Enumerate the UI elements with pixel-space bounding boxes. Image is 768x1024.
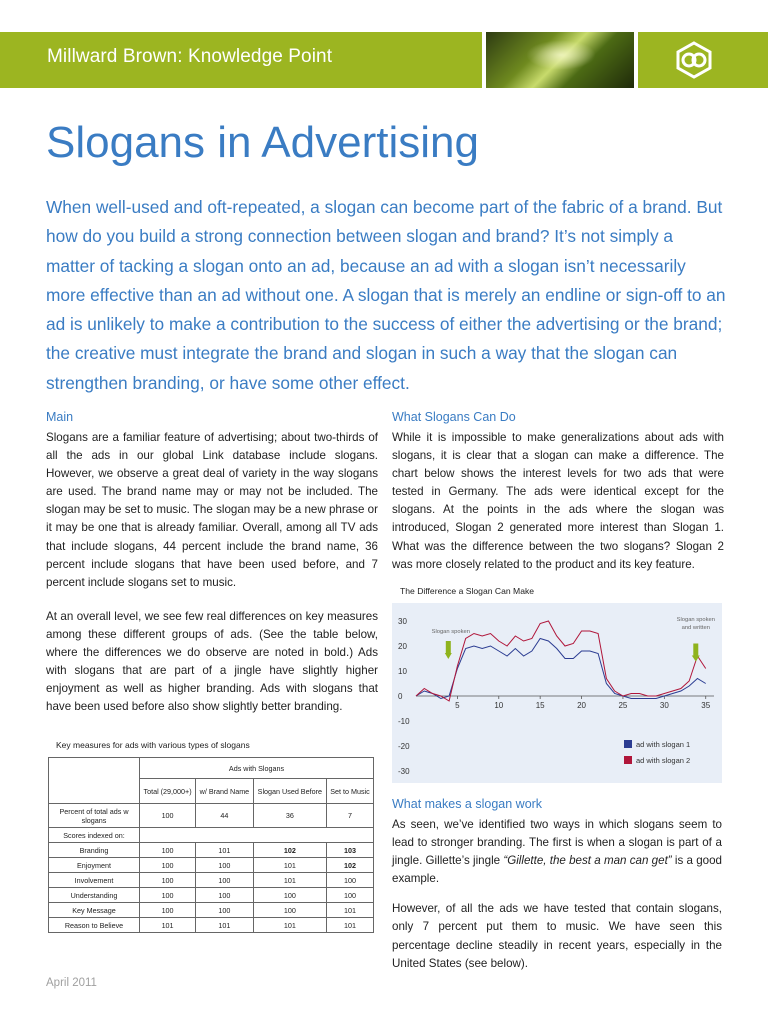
table-row-label: Understanding [49, 888, 140, 903]
table-col-header: Total (29,000+) [140, 779, 196, 804]
table-row [49, 903, 374, 918]
brand-title [47, 46, 332, 68]
table-row-label: Percent of total ads w slogans [49, 804, 140, 828]
right-paragraph-1: While it is impossible to make generalizations about ads with slogans, it is clear that a slogan can make a difference. The chart below shows the interest levels for two ads that were tested in Germany. The ads were identical except for the slogans. At the points in the ads where the slogan was introduced, Slogan 2 generated more interest than Slogan 1. What was the difference between the two slogans? Slogan 2 was more closely related to the product and its key feature. [392, 431, 724, 571]
table-row [49, 858, 374, 873]
x-tick-label: 10 [494, 701, 504, 710]
gillette-quote: “Gillette, the best a man can get” [503, 854, 672, 868]
table-col-header: Slogan Used Before [253, 779, 326, 804]
table-cell: 100 [140, 804, 196, 828]
table-cell: 100 [326, 888, 373, 903]
main-paragraph-2: At an overall level, we see few real differences on key measures among these different groups of ads. (See the table below, where the differences we do observe are noted in bold.) Ads with slogans that are part of a jingle have slightly higher enjoyment as well as higher branding. Ads with slogans that have been used before also show slightly better branding. [46, 609, 378, 714]
table-cell: 100 [326, 873, 373, 888]
table-cell: 7 [326, 804, 373, 828]
table-empty-span [140, 828, 374, 843]
y-tick-label: 10 [398, 667, 407, 676]
page-title: Slogans in Advertising [46, 118, 479, 167]
x-tick-label: 35 [701, 701, 711, 710]
y-tick-label: -10 [398, 717, 410, 726]
right-paragraph-2 [392, 816, 722, 888]
table-caption: Key measures for ads with various types of slogans [56, 740, 250, 750]
right-p2-post: is a good example. [392, 854, 722, 886]
y-tick-label: -30 [398, 767, 410, 776]
table-cell: 100 [140, 888, 196, 903]
table-cell: 100 [140, 858, 196, 873]
table-cell-bold: 103 [326, 843, 373, 858]
header-banner [0, 32, 768, 88]
table-row-label: Key Message [49, 903, 140, 918]
table-cell: 101 [196, 918, 254, 933]
header-bar [0, 32, 482, 88]
x-tick-label: 15 [535, 701, 545, 710]
brand-bold: Knowledge Point [187, 46, 333, 67]
right-column [392, 410, 724, 574]
table-cell: 101 [326, 918, 373, 933]
table-row [49, 888, 374, 903]
table-cell: 101 [253, 873, 326, 888]
legend-label: ad with slogan 2 [636, 756, 691, 765]
table-group-header: Ads with Slogans [140, 758, 374, 779]
table-row [49, 918, 374, 933]
main-paragraph-1: Slogans are a familiar feature of advertising; about two-thirds of all the ads in our global Link database include slogans. However, we observe a great deal of variety in the way slogans are used. The brand name may or may not be included. The slogan may be set to music. The slogan may be a new phrase or it may be one that is already familiar. Overall, among all TV ads that include slogans, 44 percent include the brand name, 36 percent include slogans that have been used before, and 7 percent include slogans set to music. [46, 431, 378, 589]
key-measures-table [48, 757, 374, 933]
table-row-label: Branding [49, 843, 140, 858]
right-paragraph-3: However, of all the ads we have tested that contain slogans, only 7 percent put them to music. We have seen this percentage decline steadily in recent years, especially in the United States (see below). [392, 902, 722, 970]
legend-swatch [624, 756, 632, 764]
chart-title: The Difference a Slogan Can Make [400, 586, 535, 596]
y-tick-label: 20 [398, 642, 407, 651]
table-cell: 101 [326, 903, 373, 918]
annotation-slogan-spoken: Slogan spoken [431, 628, 470, 635]
millward-brown-logo-icon [674, 40, 714, 80]
table-cell: 100 [140, 873, 196, 888]
table-cell: 100 [253, 903, 326, 918]
annotation-marker-2 [693, 644, 698, 656]
table-cell: 100 [140, 843, 196, 858]
table-row-label: Involvement [49, 873, 140, 888]
table-scores-label: Scores indexed on: [49, 828, 140, 843]
table-row-label: Enjoyment [49, 858, 140, 873]
x-tick-label: 30 [659, 701, 669, 710]
table-cell: 101 [253, 858, 326, 873]
annotation-marker-1 [446, 641, 451, 653]
table-col-header: w/ Brand Name [196, 779, 254, 804]
header-photo [486, 32, 634, 88]
y-tick-label: 30 [398, 617, 407, 626]
table-col-header: Set to Music [326, 779, 373, 804]
intro-paragraph: When well-used and oft-repeated, a slogan can become part of the fabric of a brand. But how do you build a strong connection between slogan and brand? It’s not simply a matter of tacking a slogan onto an ad, because an ad with a slogan isn’t necessarily more effective than an ad without one. A slogan that is merely an endline or sign-off to an ad is unlikely to make a contribution to the success of either the advertising or the brand; the creative must integrate the brand and slogan in such a way that the slogan can strengthen branding, or have some other effect. [46, 197, 726, 393]
annotation-slogan-spoken-written-2: and written [681, 624, 710, 631]
table-cell: 100 [196, 873, 254, 888]
table-cell: 44 [196, 804, 254, 828]
section-heading-what-slogans-can-do: What Slogans Can Do [392, 410, 516, 424]
legend-swatch [624, 740, 632, 748]
left-column [46, 410, 378, 716]
section-heading-what-makes-a-slogan-work: What makes a slogan work [392, 797, 543, 811]
table-cell-bold: 102 [253, 843, 326, 858]
table-row-label: Reason to Believe [49, 918, 140, 933]
right-section-2 [392, 797, 722, 973]
table-cell: 101 [196, 843, 254, 858]
logo-panel [638, 32, 768, 88]
table-cell: 101 [140, 918, 196, 933]
right-p2-pre: As seen, we’ve identified two ways in which slogans seem to lead to stronger branding. The first is when a slogan is part of a jingle. Gillette’s jingle [392, 818, 722, 868]
legend-label: ad with slogan 1 [636, 740, 691, 749]
brand-light: Millward Brown: [47, 46, 183, 67]
section-heading-main: Main [46, 410, 74, 424]
x-tick-label: 20 [577, 701, 587, 710]
y-tick-label: -20 [398, 742, 410, 751]
y-tick-label: 0 [398, 692, 403, 701]
table-blank-header [49, 779, 140, 804]
table-cell: 100 [196, 888, 254, 903]
x-tick-label: 5 [455, 701, 460, 710]
table-cell: 100 [196, 903, 254, 918]
table-row [49, 873, 374, 888]
slogan-interest-chart [392, 603, 722, 783]
table-cell-bold: 102 [326, 858, 373, 873]
footer-date: April 2011 [46, 977, 97, 989]
table-row [49, 843, 374, 858]
x-tick-label: 25 [618, 701, 628, 710]
table-cell: 101 [253, 918, 326, 933]
table-cell: 100 [140, 903, 196, 918]
table-cell: 36 [253, 804, 326, 828]
annotation-slogan-spoken-written: Slogan spoken [676, 616, 715, 623]
table-cell: 100 [253, 888, 326, 903]
table-cell: 100 [196, 858, 254, 873]
table-corner-cell [49, 758, 140, 779]
